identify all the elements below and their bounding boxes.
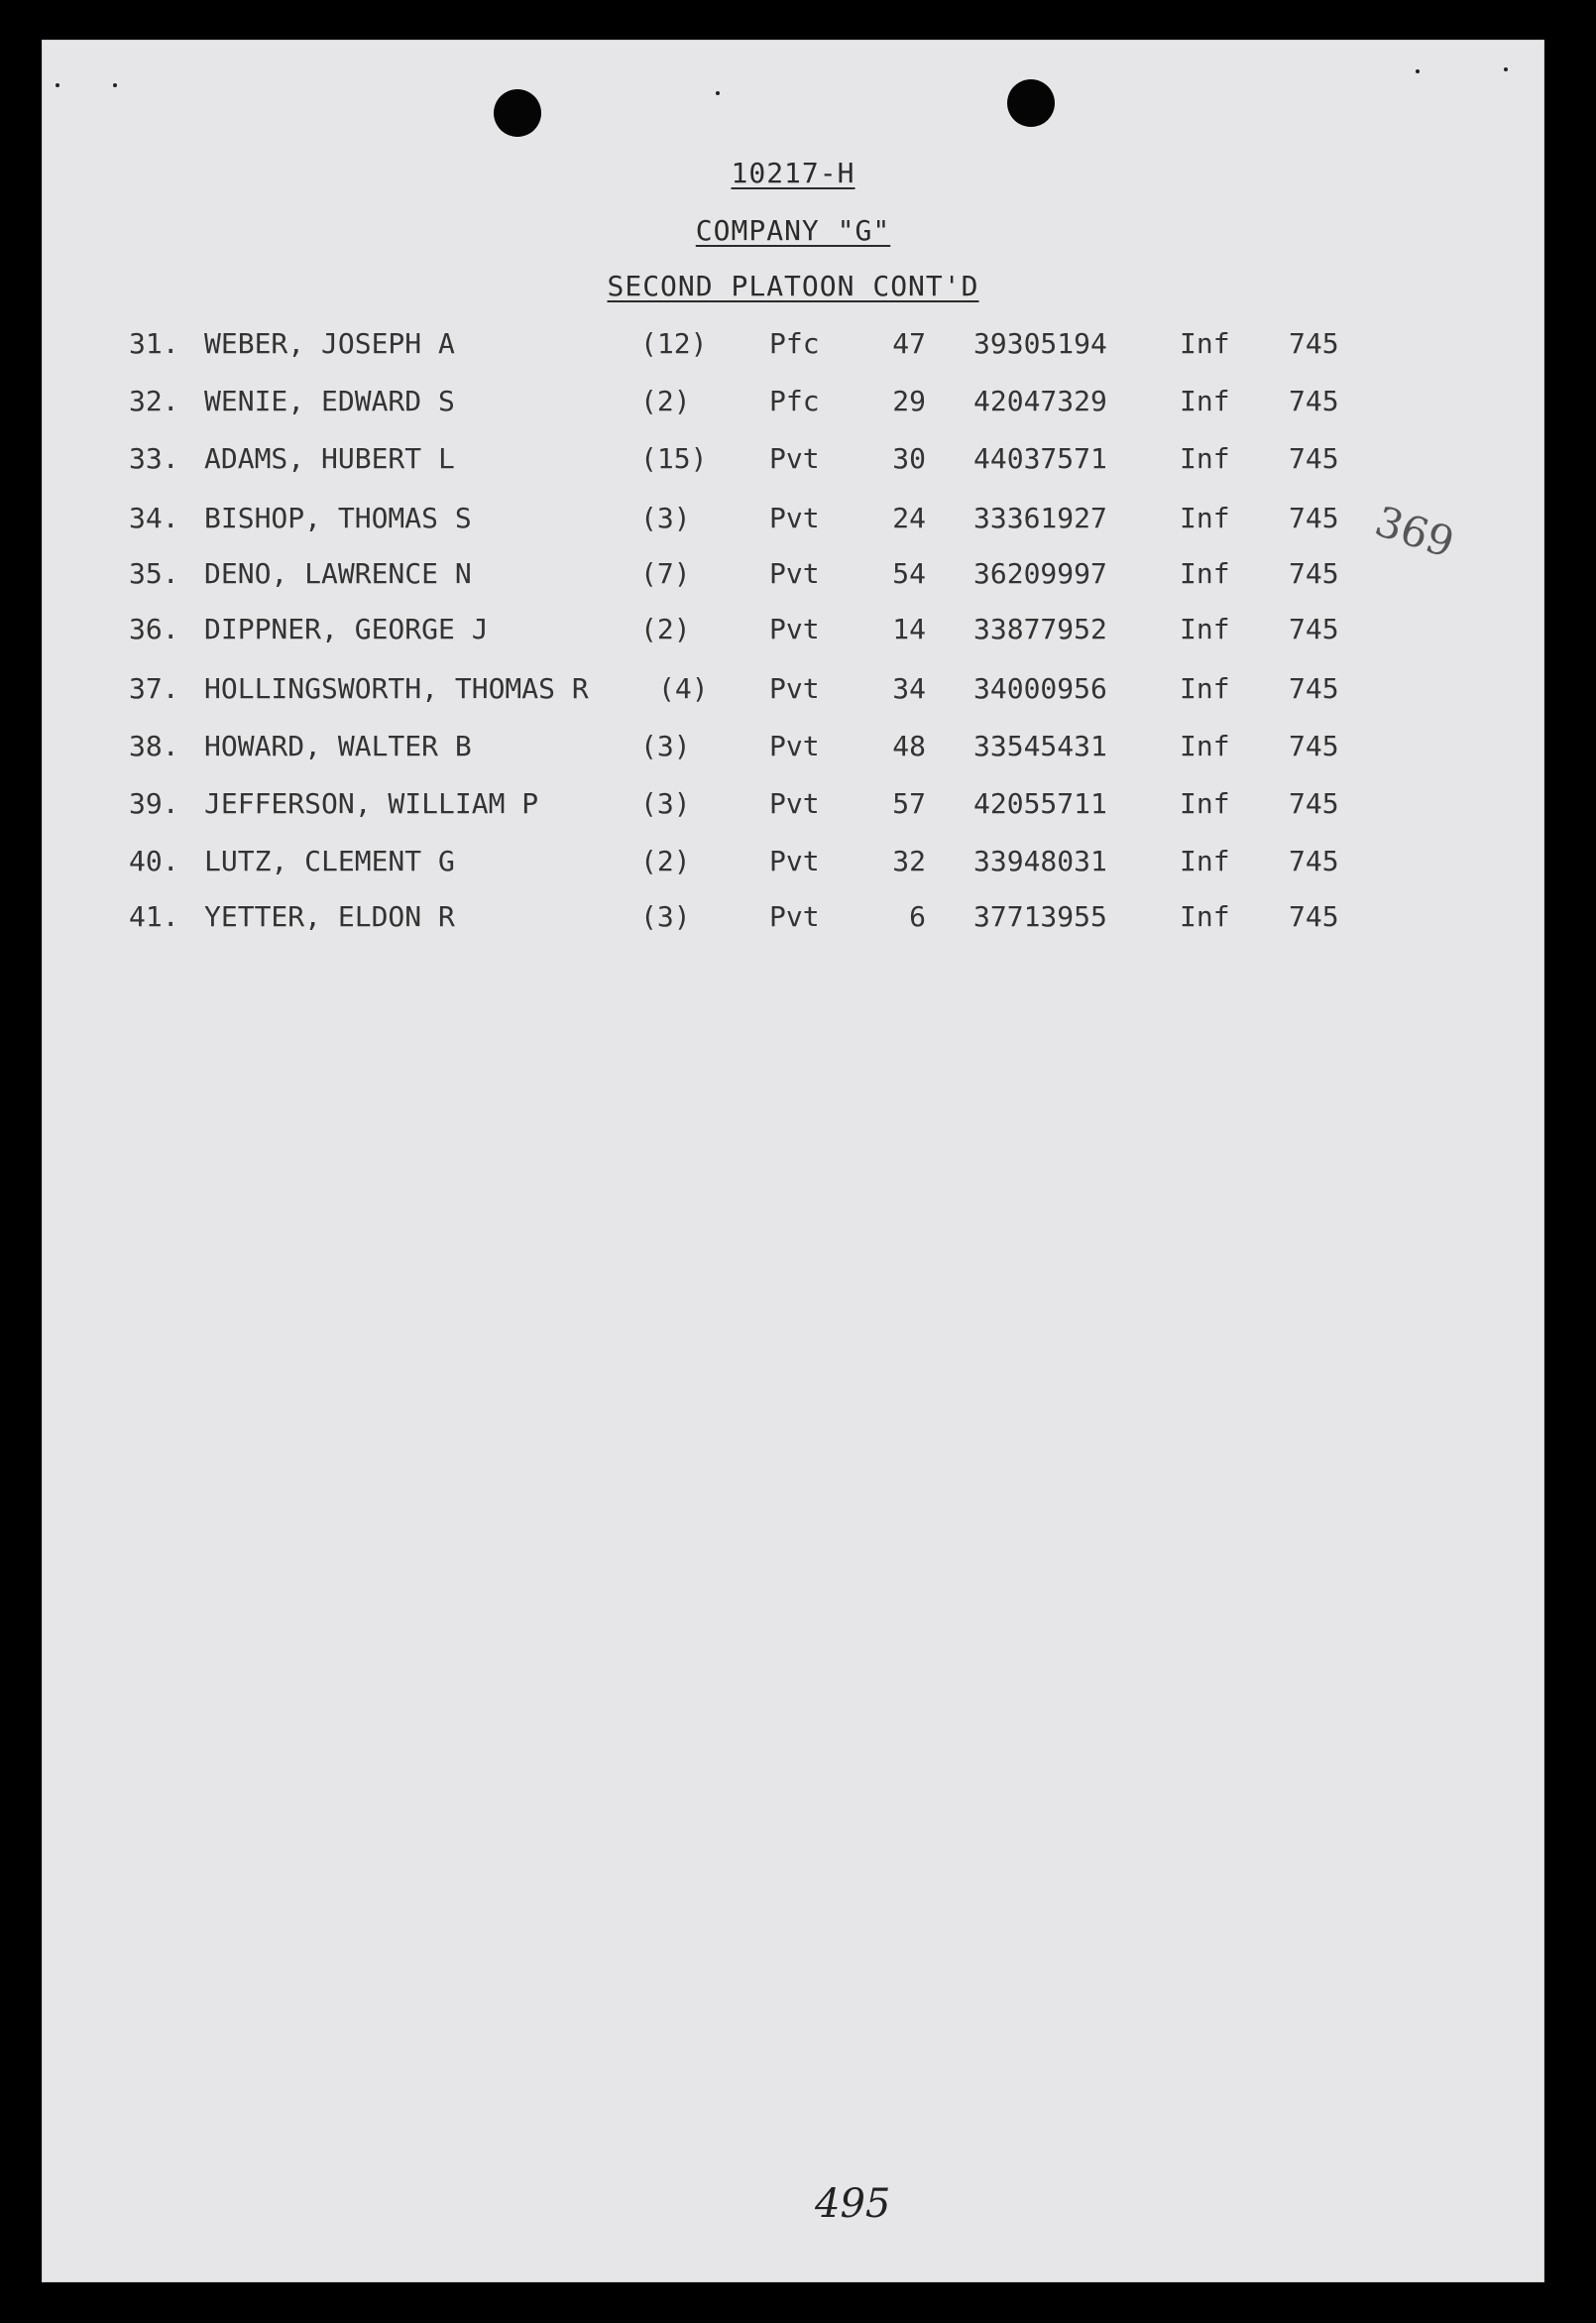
age-value: 30 — [892, 442, 926, 475]
row-number: 33. — [129, 442, 179, 475]
age-value: 48 — [892, 730, 926, 762]
age-value: 57 — [892, 787, 926, 820]
punch-hole-right — [1007, 79, 1055, 127]
company-heading: COMPANY "G" — [695, 214, 891, 247]
soldier-name: DENO, LAWRENCE N — [204, 557, 472, 590]
roster-row — [42, 613, 1544, 652]
age-value: 47 — [892, 327, 926, 360]
rank: Pvt — [769, 442, 820, 475]
roster-row — [42, 385, 1544, 424]
row-number: 37. — [129, 672, 179, 705]
serial-number: 42055711 — [973, 787, 1107, 820]
branch: Inf — [1180, 442, 1230, 475]
serial-number: 33948031 — [973, 845, 1107, 877]
serial-number: 37713955 — [973, 900, 1107, 933]
unit-number: 745 — [1289, 613, 1339, 645]
section-heading: SECOND PLATOON CONT'D — [607, 270, 979, 302]
roster-row — [42, 557, 1544, 597]
roster-row — [42, 787, 1544, 827]
rank: Pfc — [769, 327, 820, 360]
age-value: 14 — [892, 613, 926, 645]
row-number: 35. — [129, 557, 179, 590]
serial-number: 33877952 — [973, 613, 1107, 645]
age-value: 24 — [892, 502, 926, 534]
paper-speck — [1504, 67, 1508, 71]
roster-row — [42, 442, 1544, 482]
rank: Pvt — [769, 613, 820, 645]
soldier-name: JEFFERSON, WILLIAM P — [204, 787, 539, 820]
rank: Pvt — [769, 845, 820, 877]
handwritten-margin-number: 369 — [1369, 496, 1460, 568]
code-number: (3) — [640, 787, 691, 820]
unit-number: 745 — [1289, 845, 1339, 877]
serial-number: 33361927 — [973, 502, 1107, 534]
roster-row — [42, 672, 1544, 712]
roster-row — [42, 730, 1544, 769]
unit-number: 745 — [1289, 442, 1339, 475]
rank: Pvt — [769, 557, 820, 590]
age-value: 6 — [909, 900, 926, 933]
serial-number: 34000956 — [973, 672, 1107, 705]
branch: Inf — [1180, 502, 1230, 534]
age-value: 29 — [892, 385, 926, 417]
roster-row — [42, 502, 1544, 541]
code-number: (3) — [640, 900, 691, 933]
unit-number: 745 — [1289, 900, 1339, 933]
rank: Pvt — [769, 502, 820, 534]
branch: Inf — [1180, 613, 1230, 645]
unit-number: 745 — [1289, 502, 1339, 534]
age-value: 34 — [892, 672, 926, 705]
soldier-name: HOLLINGSWORTH, THOMAS R — [204, 672, 589, 705]
branch: Inf — [1180, 730, 1230, 762]
soldier-name: YETTER, ELDON R — [204, 900, 455, 933]
unit-number: 745 — [1289, 557, 1339, 590]
rank: Pvt — [769, 730, 820, 762]
row-number: 41. — [129, 900, 179, 933]
branch: Inf — [1180, 327, 1230, 360]
soldier-name: WEBER, JOSEPH A — [204, 327, 455, 360]
unit-number: 745 — [1289, 730, 1339, 762]
row-number: 40. — [129, 845, 179, 877]
roster-row — [42, 900, 1544, 940]
code-number: (3) — [640, 730, 691, 762]
branch: Inf — [1180, 787, 1230, 820]
age-value: 54 — [892, 557, 926, 590]
rank: Pvt — [769, 900, 820, 933]
branch: Inf — [1180, 845, 1230, 877]
serial-number: 33545431 — [973, 730, 1107, 762]
roster-row — [42, 845, 1544, 884]
unit-number: 745 — [1289, 787, 1339, 820]
row-number: 31. — [129, 327, 179, 360]
rank: Pfc — [769, 385, 820, 417]
code-number: (3) — [640, 502, 691, 534]
branch: Inf — [1180, 557, 1230, 590]
row-number: 39. — [129, 787, 179, 820]
row-number: 34. — [129, 502, 179, 534]
paper-speck — [113, 83, 117, 87]
code-number: (7) — [640, 557, 691, 590]
age-value: 32 — [892, 845, 926, 877]
unit-number: 745 — [1289, 672, 1339, 705]
branch: Inf — [1180, 385, 1230, 417]
serial-number: 36209997 — [973, 557, 1107, 590]
paper-speck — [716, 91, 720, 95]
row-number: 38. — [129, 730, 179, 762]
code-number: (15) — [640, 442, 708, 475]
row-number: 36. — [129, 613, 179, 645]
soldier-name: ADAMS, HUBERT L — [204, 442, 455, 475]
code-number: (4) — [658, 672, 709, 705]
row-number: 32. — [129, 385, 179, 417]
rank: Pvt — [769, 672, 820, 705]
document-page — [42, 40, 1544, 2282]
soldier-name: WENIE, EDWARD S — [204, 385, 455, 417]
soldier-name: HOWARD, WALTER B — [204, 730, 472, 762]
code-number: (2) — [640, 613, 691, 645]
code-number: (2) — [640, 845, 691, 877]
roster-row — [42, 327, 1544, 367]
soldier-name: LUTZ, CLEMENT G — [204, 845, 455, 877]
rank: Pvt — [769, 787, 820, 820]
unit-number: 745 — [1289, 327, 1339, 360]
punch-hole-left — [494, 89, 541, 137]
file-number-heading: 10217-H — [731, 157, 855, 189]
code-number: (2) — [640, 385, 691, 417]
serial-number: 44037571 — [973, 442, 1107, 475]
paper-speck — [56, 83, 59, 87]
soldier-name: DIPPNER, GEORGE J — [204, 613, 489, 645]
branch: Inf — [1180, 900, 1230, 933]
paper-speck — [1416, 69, 1420, 73]
serial-number: 39305194 — [973, 327, 1107, 360]
serial-number: 42047329 — [973, 385, 1107, 417]
code-number: (12) — [640, 327, 708, 360]
unit-number: 745 — [1289, 385, 1339, 417]
branch: Inf — [1180, 672, 1230, 705]
handwritten-page-number: 495 — [815, 2181, 891, 2227]
soldier-name: BISHOP, THOMAS S — [204, 502, 472, 534]
